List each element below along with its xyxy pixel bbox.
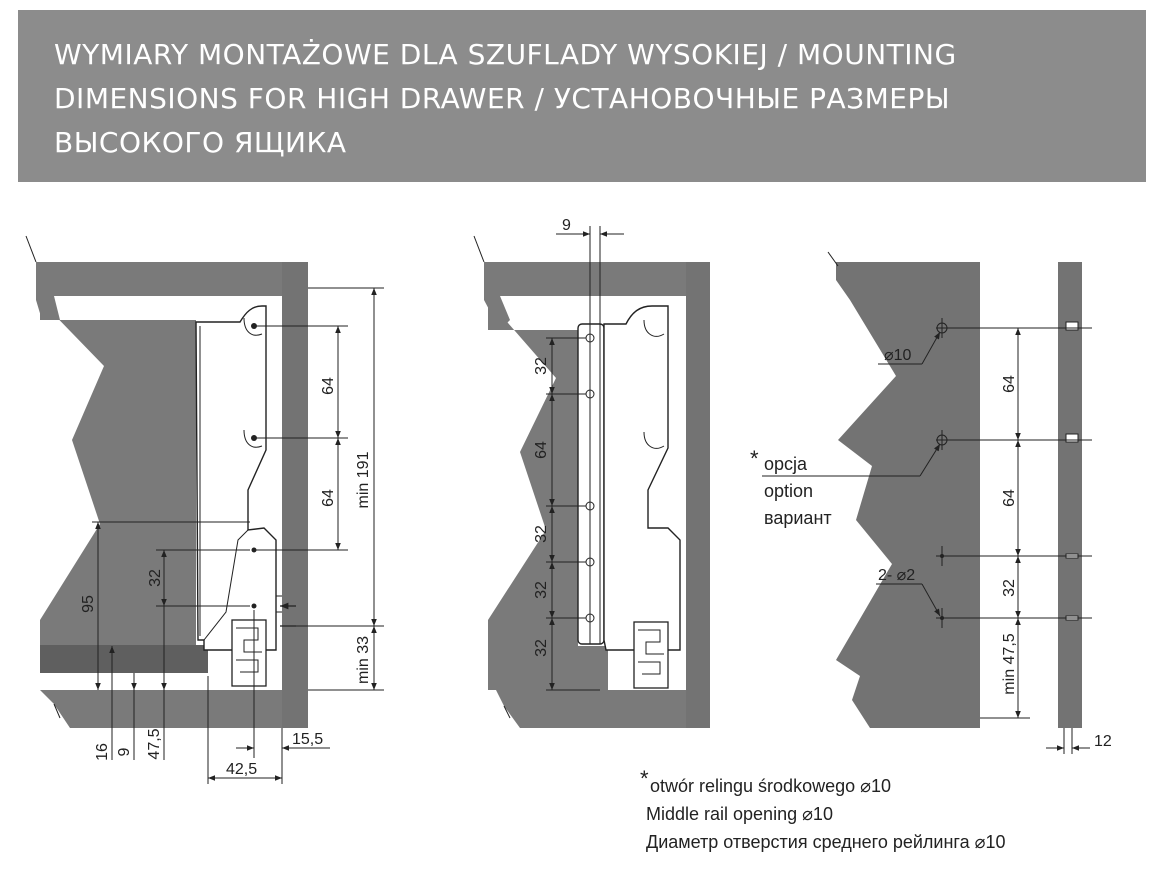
side-section-view: [26, 236, 384, 784]
panel-dim-12: 12: [1094, 733, 1112, 750]
option-label-en: option: [764, 481, 814, 501]
option-label-pl: opcja: [764, 454, 808, 474]
front-dim-32-d: 32: [533, 639, 550, 657]
panel-dim-64-a: 64: [1001, 375, 1018, 393]
title-line-2: DIMENSIONS FOR HIGH DRAWER / УСТАНОВОЧНЫЕ РАЗМЕРЫ: [54, 82, 951, 115]
footnote: [640, 766, 1005, 852]
panel-dim-min-47-5: min 47,5: [1001, 633, 1018, 695]
front-side-wall: [686, 262, 710, 728]
panel-dim-64-b: 64: [1001, 489, 1018, 507]
panel-dim-32: 32: [1001, 579, 1018, 597]
title-line-3: ВЫСОКОГО ЯЩИКА: [54, 126, 347, 159]
dim-47-5: 47,5: [146, 728, 163, 760]
dim-9-side: 9: [116, 747, 133, 757]
front-bottom-panel: [496, 690, 686, 728]
dim-min-191: min 191: [355, 451, 372, 509]
option-label-ru: вариант: [764, 508, 832, 528]
drawer-side-profile: [196, 306, 296, 686]
option-asterisk: *: [750, 446, 759, 471]
footnote-line-pl: otwór relingu środkowego ⌀10: [650, 776, 891, 796]
footnote-line-en: Middle rail opening ⌀10: [646, 804, 833, 824]
front-dim-32-c: 32: [533, 581, 550, 599]
front-dim-9: 9: [562, 217, 571, 234]
dim-64-upper: 64: [320, 377, 337, 395]
panel-drilling-view: [750, 252, 1112, 754]
front-view: [474, 217, 710, 728]
dim-15-5: 15,5: [292, 731, 324, 748]
cabinet-side-wall: [282, 262, 308, 728]
panel-edge: [1058, 262, 1082, 728]
dim-32: 32: [147, 569, 164, 587]
side-panel: [836, 262, 980, 728]
panel-dia-2x2: 2- ⌀2: [878, 567, 916, 584]
footnote-line-ru: Диаметр отверстия среднего рейлинга ⌀10: [646, 832, 1006, 852]
front-dim-32-a: 32: [533, 357, 550, 375]
mount-hole-lower: [252, 548, 257, 553]
cabinet-back-panel: [40, 300, 196, 646]
panel-dia-10: ⌀10: [884, 347, 912, 364]
front-drawer-profile: [578, 306, 680, 688]
mount-hole-bottom: [252, 604, 257, 609]
front-dim-32-b: 32: [533, 525, 550, 543]
title-line-1: WYMIARY MONTAŻOWE DLA SZUFLADY WYSOKIEJ / MOUNTING: [54, 38, 957, 71]
cabinet-bottom-panel: [40, 690, 282, 728]
dim-95: 95: [80, 595, 97, 613]
drawer-bottom-board: [40, 645, 208, 673]
footnote-asterisk: *: [640, 766, 649, 791]
dim-min-33: min 33: [355, 635, 372, 685]
dim-64-lower: 64: [320, 489, 337, 507]
dim-16: 16: [94, 743, 111, 761]
cabinet-top-panel: [36, 262, 282, 320]
front-dim-64: 64: [533, 441, 550, 459]
dim-42-5: 42,5: [226, 761, 258, 778]
